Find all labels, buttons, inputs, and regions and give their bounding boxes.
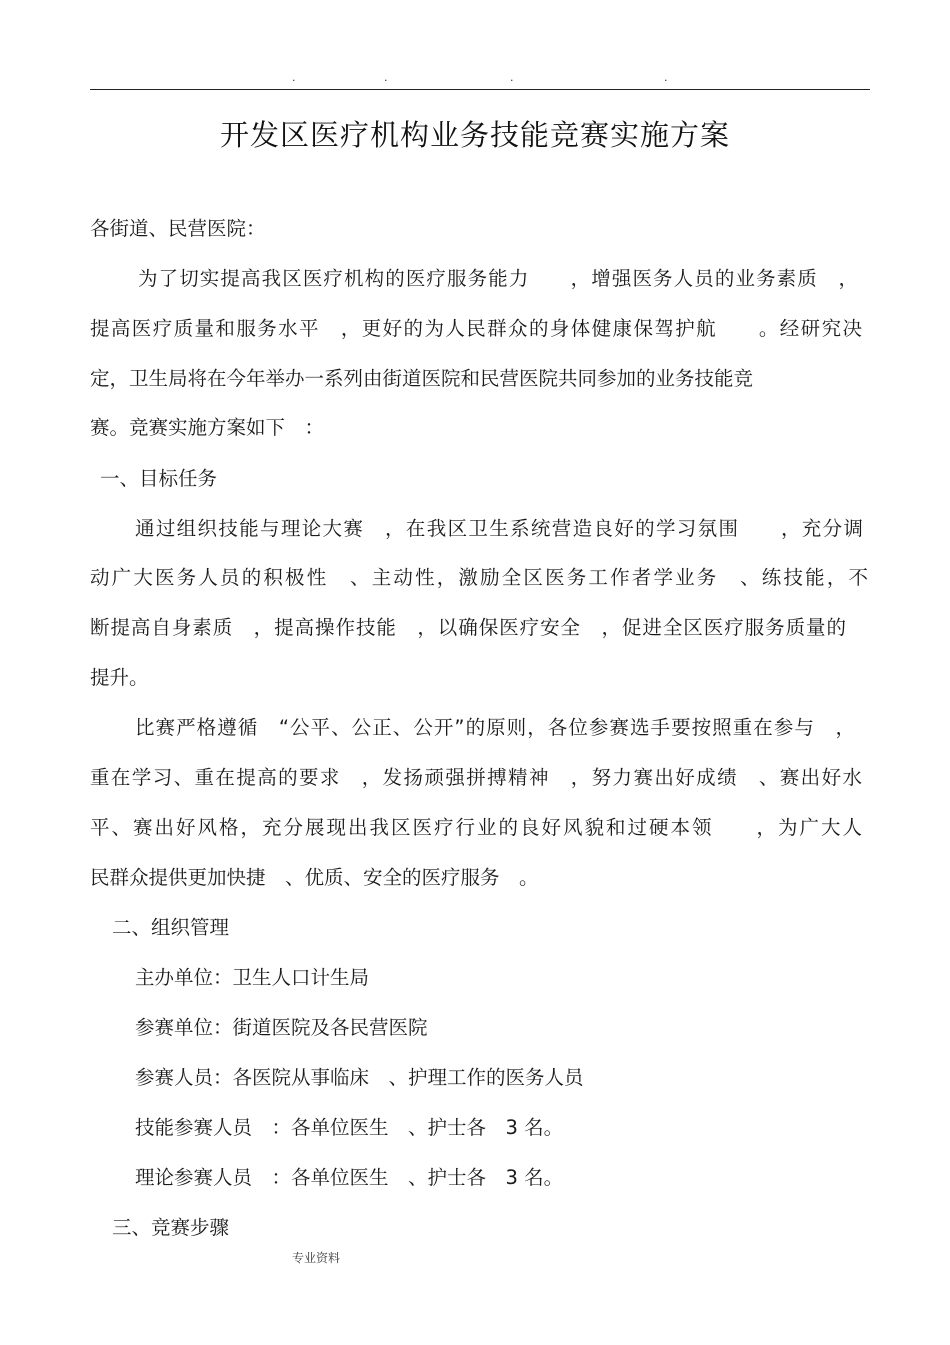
paragraph-line: 为了切实提高我区医疗机构的医疗服务能力 ，增强医务人员的业务素质 ， [138,267,858,290]
paragraph-line: 重在学习、重在提高的要求 ，发扬顽强拼搏精神 ，努力赛出好成绩 、赛出好水 [90,766,862,789]
paragraph-line: 提升。 [90,666,149,689]
header-rule [90,89,870,90]
paragraph-line: 比赛严格遵循 “公平、公正、公开”的原则，各位参赛选手要按照重在参与 ， [135,716,855,739]
header-dot: . [292,71,296,84]
paragraph-line: 平、赛出好风格，充分展现出我区医疗行业的良好风貌和过硬本领 ，为广大人 [90,816,862,839]
document-title: 开发区医疗机构业务技能竞赛实施方案 [219,118,730,152]
paragraph-line: 通过组织技能与理论大赛 ，在我区卫生系统营造良好的学习氛围 ，充分调 [135,517,863,540]
footer-label: 专业资料 [292,1251,341,1265]
header-dot: . [664,71,668,84]
paragraph-line: 民群众提供更加快捷 、优质、安全的医疗服务 。 [90,866,539,889]
header-dots [0,72,950,84]
salutation: 各街道、民营医院： [90,217,266,240]
header-dot: . [510,71,514,84]
paragraph-line: 断提高自身素质 ，提高操作技能 ，以确保医疗安全 ，促进全区医疗服务质量的 [90,616,846,639]
list-item: 主办单位：卫生人口计生局 [135,966,370,989]
paragraph-line: 赛。竞赛实施方案如下 ： [90,416,325,439]
list-item: 参赛人员：各医院从事临床 、护理工作的医务人员 [135,1066,584,1089]
paragraph-line: 提高医疗质量和服务水平 ，更好的为人民群众的身体健康保驾护航 。经研究决 [90,317,862,340]
paragraph-line: 动广大医务人员的积极性 、主动性，激励全区医务工作者学业务 、练技能，不 [90,566,868,589]
list-item: 理论参赛人员 ：各单位医生 、护士各 3 名。 [135,1166,564,1189]
paragraph-line: 定，卫生局将在今年举办一系列由街道医院和民营医院共同参加的业务技能竞 [90,367,754,390]
section-heading: 三、竞赛步骤 [112,1216,230,1239]
section-heading: 一、目标任务 [100,467,218,490]
list-item: 参赛单位：街道医院及各民营医院 [135,1016,428,1039]
section-heading: 二、组织管理 [112,916,230,939]
header-dot: . [384,71,388,84]
list-item: 技能参赛人员 ：各单位医生 、护士各 3 名。 [135,1116,564,1139]
